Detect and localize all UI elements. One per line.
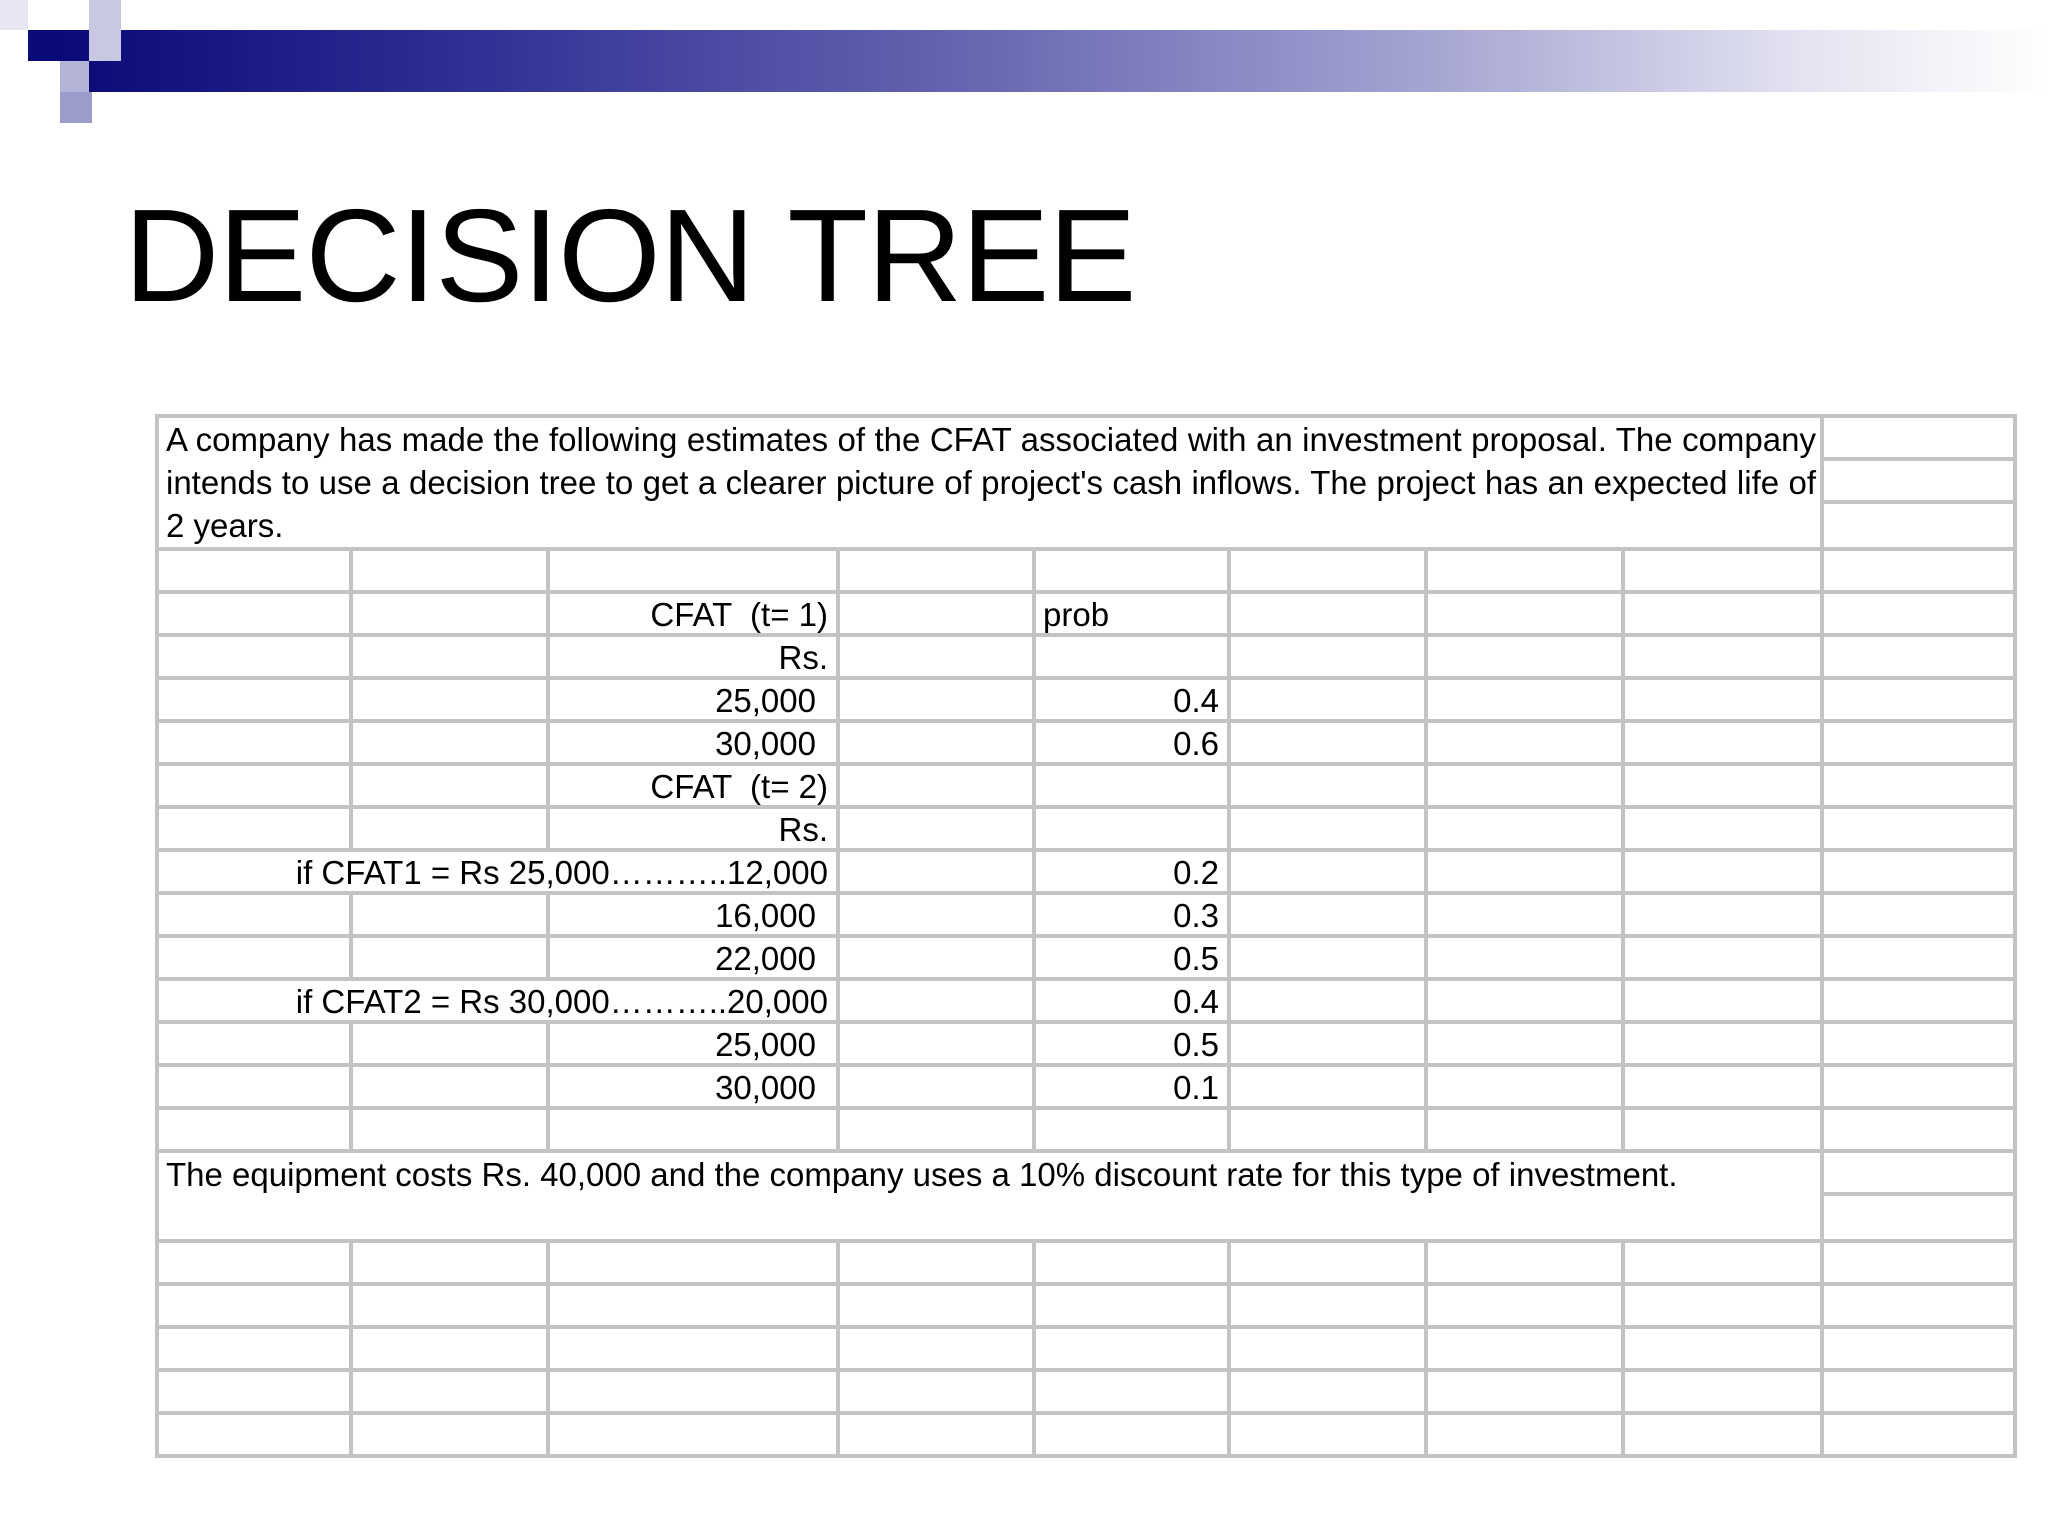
table-cell <box>1428 1372 1621 1411</box>
table-cell <box>1428 938 1621 977</box>
table-cell <box>1231 1067 1424 1106</box>
table-cell <box>353 1415 546 1454</box>
table-cell <box>1036 1372 1227 1411</box>
table-cell <box>550 1415 836 1454</box>
table-cell <box>159 766 349 805</box>
header-square-mid <box>89 0 121 30</box>
table-cell <box>1625 723 1820 762</box>
currency-label: Rs. <box>550 809 836 848</box>
table-cell <box>1036 766 1227 805</box>
header-square-lavender <box>60 61 89 92</box>
table-cell <box>550 1286 836 1325</box>
table-cell <box>1625 594 1820 633</box>
table-cell <box>1231 551 1424 590</box>
table-cell <box>1824 418 2013 457</box>
table-cell <box>840 938 1032 977</box>
table-cell <box>353 1286 546 1325</box>
table-cell <box>550 1110 836 1149</box>
table-cell <box>353 551 546 590</box>
table-cell <box>1824 1196 2013 1239</box>
table-cell <box>353 809 546 848</box>
table-cell <box>1428 1024 1621 1063</box>
header-square-light <box>89 30 121 61</box>
table-cell <box>1824 1067 2013 1106</box>
table-cell <box>1824 895 2013 934</box>
table-cell <box>1824 1243 2013 1282</box>
table-cell <box>840 680 1032 719</box>
prob-value: 0.5 <box>1036 1024 1227 1063</box>
table-cell <box>159 680 349 719</box>
prob-value: 0.2 <box>1036 852 1227 891</box>
table-cell <box>840 723 1032 762</box>
table-cell <box>840 1243 1032 1282</box>
cfat-t1-header: CFAT (t= 1) <box>550 594 836 633</box>
table-cell <box>1625 1415 1820 1454</box>
table-cell <box>1625 1024 1820 1063</box>
branch2-label: if CFAT2 = Rs 30,000………..20,000 <box>159 981 836 1020</box>
table-cell <box>840 852 1032 891</box>
table-cell <box>1231 766 1424 805</box>
table-cell <box>1625 1286 1820 1325</box>
table-cell <box>1428 1286 1621 1325</box>
table-cell <box>1625 852 1820 891</box>
table-cell <box>1625 1243 1820 1282</box>
table-cell <box>1036 1286 1227 1325</box>
header-gradient-bar <box>60 30 2048 92</box>
cfat-value: 30,000 <box>550 1067 836 1106</box>
table-cell <box>1428 637 1621 676</box>
header-square-dark <box>28 30 60 61</box>
table-cell <box>1231 1286 1424 1325</box>
table-cell <box>159 551 349 590</box>
table-cell <box>1428 594 1621 633</box>
table-cell <box>1428 1067 1621 1106</box>
table-cell <box>1824 504 2013 547</box>
table-cell <box>550 1329 836 1368</box>
table-cell <box>1625 1067 1820 1106</box>
table-cell <box>1625 1110 1820 1149</box>
spreadsheet-table <box>155 414 2017 1458</box>
table-cell <box>159 809 349 848</box>
table-cell <box>1824 1286 2013 1325</box>
table-cell <box>550 1372 836 1411</box>
prob-value: 0.1 <box>1036 1067 1227 1106</box>
table-cell <box>1428 1415 1621 1454</box>
table-cell <box>1824 1329 2013 1368</box>
table-cell <box>1231 1329 1424 1368</box>
table-cell <box>1231 895 1424 934</box>
table-cell <box>1824 981 2013 1020</box>
prob-value: 0.3 <box>1036 895 1227 934</box>
branch1-label: if CFAT1 = Rs 25,000………..12,000 <box>159 852 836 891</box>
table-cell <box>353 895 546 934</box>
table-cell <box>1428 1110 1621 1149</box>
intro-paragraph: A company has made the following estimates of the CFAT associated with an investment proposal. The company intends to use a decision tree to get a clearer picture of project's cash inflows. The project has an expected life of 2 years. <box>159 418 1820 547</box>
cfat-t2-header: CFAT (t= 2) <box>550 766 836 805</box>
table-cell <box>1231 938 1424 977</box>
table-cell <box>1428 1243 1621 1282</box>
table-cell <box>159 1329 349 1368</box>
table-cell <box>159 1110 349 1149</box>
table-cell <box>353 594 546 633</box>
table-cell <box>1428 895 1621 934</box>
table-cell <box>1428 1329 1621 1368</box>
table-cell <box>159 1415 349 1454</box>
table-cell <box>353 637 546 676</box>
table-cell <box>840 895 1032 934</box>
cfat-value: 16,000 <box>550 895 836 934</box>
table-cell <box>840 1110 1032 1149</box>
currency-label: Rs. <box>550 637 836 676</box>
prob-header: prob <box>1036 594 1227 633</box>
table-cell <box>840 1329 1032 1368</box>
table-cell <box>353 723 546 762</box>
table-cell <box>1824 1024 2013 1063</box>
cfat-value: 30,000 <box>550 723 836 762</box>
table-cell <box>159 1372 349 1411</box>
table-cell <box>1625 1329 1820 1368</box>
table-cell <box>1625 766 1820 805</box>
table-cell <box>1231 981 1424 1020</box>
table-cell <box>353 1243 546 1282</box>
table-cell <box>1625 895 1820 934</box>
table-cell <box>1036 1243 1227 1282</box>
table-cell <box>840 551 1032 590</box>
table-cell <box>1824 680 2013 719</box>
slide-title: DECISION TREE <box>124 182 1136 329</box>
cfat-value: 22,000 <box>550 938 836 977</box>
table-cell <box>1824 852 2013 891</box>
table-cell <box>1428 766 1621 805</box>
table-cell <box>159 1243 349 1282</box>
cfat-value: 25,000 <box>550 680 836 719</box>
table-cell <box>1824 637 2013 676</box>
table-cell <box>1036 1110 1227 1149</box>
prob-value: 0.4 <box>1036 680 1227 719</box>
table-cell <box>1625 551 1820 590</box>
table-cell <box>1625 938 1820 977</box>
table-cell <box>1231 809 1424 848</box>
table-cell <box>1824 1110 2013 1149</box>
footer-paragraph: The equipment costs Rs. 40,000 and the company uses a 10% discount rate for this type of investment. <box>159 1153 1820 1239</box>
table-cell <box>1824 809 2013 848</box>
table-cell <box>1231 1372 1424 1411</box>
table-cell <box>1231 723 1424 762</box>
cfat-value: 25,000 <box>550 1024 836 1063</box>
table-cell <box>353 680 546 719</box>
table-cell <box>1036 551 1227 590</box>
table-cell <box>840 1415 1032 1454</box>
table-cell <box>1428 809 1621 848</box>
table-cell <box>1824 551 2013 590</box>
table-cell <box>353 1329 546 1368</box>
table-cell <box>1625 981 1820 1020</box>
table-cell <box>159 1286 349 1325</box>
table-cell <box>840 1286 1032 1325</box>
table-cell <box>840 766 1032 805</box>
table-cell <box>1824 1153 2013 1192</box>
table-cell <box>1824 723 2013 762</box>
table-cell <box>1824 1372 2013 1411</box>
table-cell <box>1428 852 1621 891</box>
table-cell <box>550 551 836 590</box>
table-cell <box>1036 809 1227 848</box>
table-cell <box>353 766 546 805</box>
table-cell <box>550 1243 836 1282</box>
table-cell <box>1428 680 1621 719</box>
table-cell <box>353 1372 546 1411</box>
prob-value: 0.5 <box>1036 938 1227 977</box>
table-cell <box>1231 637 1424 676</box>
table-cell <box>1824 766 2013 805</box>
table-cell <box>1625 680 1820 719</box>
table-cell <box>1824 1415 2013 1454</box>
table-cell <box>1625 809 1820 848</box>
prob-value: 0.6 <box>1036 723 1227 762</box>
table-cell <box>159 594 349 633</box>
table-cell <box>1824 938 2013 977</box>
table-cell <box>159 895 349 934</box>
table-cell <box>1036 1415 1227 1454</box>
table-cell <box>1625 1372 1820 1411</box>
table-cell <box>353 1110 546 1149</box>
table-cell <box>1231 1415 1424 1454</box>
table-cell <box>840 981 1032 1020</box>
table-cell <box>1428 551 1621 590</box>
table-cell <box>159 723 349 762</box>
header-square-pale <box>0 0 28 30</box>
table-cell <box>1231 1243 1424 1282</box>
table-cell <box>1036 1329 1227 1368</box>
table-cell <box>840 1067 1032 1106</box>
table-cell <box>840 637 1032 676</box>
table-cell <box>1231 594 1424 633</box>
table-cell <box>1824 594 2013 633</box>
table-cell <box>840 1372 1032 1411</box>
table-cell <box>1231 852 1424 891</box>
table-cell <box>1036 637 1227 676</box>
table-cell <box>840 594 1032 633</box>
table-cell <box>159 1024 349 1063</box>
table-cell <box>159 637 349 676</box>
table-cell <box>353 1024 546 1063</box>
table-cell <box>159 938 349 977</box>
table-cell <box>1824 461 2013 500</box>
table-cell <box>1231 680 1424 719</box>
table-cell <box>1428 981 1621 1020</box>
table-cell <box>353 938 546 977</box>
table-cell <box>840 1024 1032 1063</box>
table-cell <box>353 1067 546 1106</box>
table-cell <box>1625 637 1820 676</box>
table-cell <box>159 1067 349 1106</box>
prob-value: 0.4 <box>1036 981 1227 1020</box>
table-cell <box>1428 723 1621 762</box>
table-cell <box>1231 1110 1424 1149</box>
header-square-small <box>60 92 92 123</box>
table-cell <box>840 809 1032 848</box>
table-cell <box>1231 1024 1424 1063</box>
